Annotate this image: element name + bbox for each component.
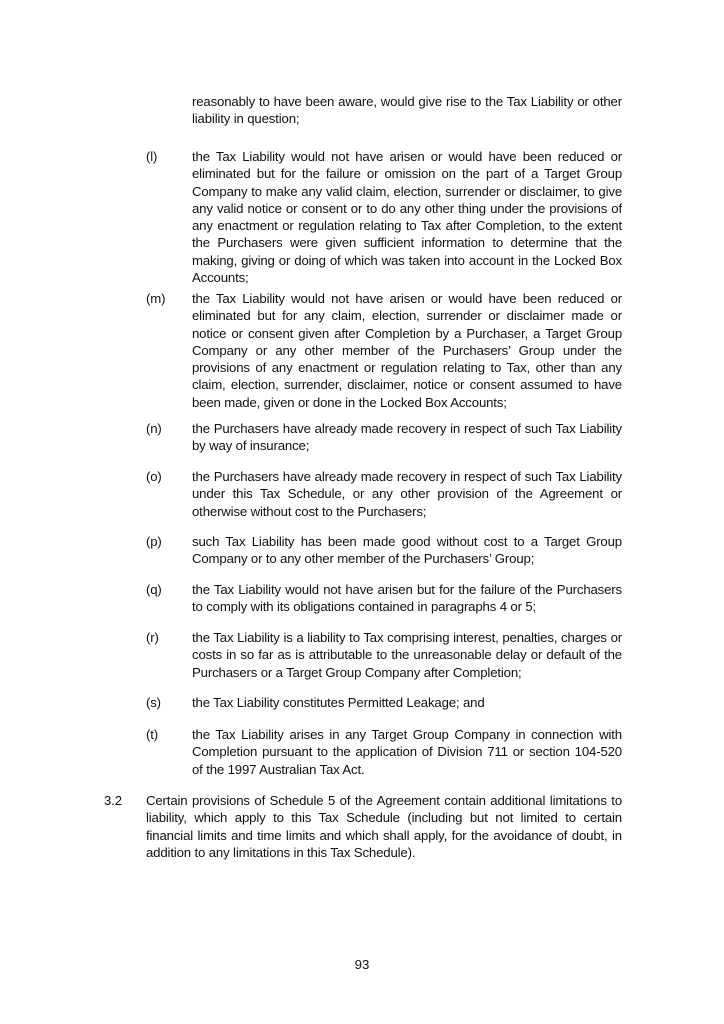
item-marker: (m): [146, 291, 166, 306]
item-marker: (r): [146, 630, 159, 645]
item-marker: (l): [146, 149, 158, 164]
item-marker: (o): [146, 469, 162, 484]
item-text: the Tax Liability constitutes Permitted Leakage; and: [192, 695, 485, 710]
section-number: 3.2: [104, 793, 122, 808]
item-text: the Tax Liability arises in any Target Group Company in connection with Completion pursuant to the application of Division 711 or section 104-520 of the 1997 Australian Tax Act.: [192, 727, 622, 777]
item-marker: (q): [146, 582, 162, 597]
item-text: the Purchasers have already made recovery in respect of such Tax Liability under this Tax Schedule, or any other provision of the Agreement or otherwise without cost to the Purchasers;: [192, 469, 622, 519]
item-text: the Tax Liability would not have arisen or would have been reduced or eliminated but for the failure or omission on the part of a Target Group Company to make any valid claim, election, surrender or disclaimer, to give any valid notice or consent or to do any other thing under the provisions of any enactment or regulation relating to Tax after Completion, to the extent the Purchasers were given sufficient information to determine that the making, giving or doing of which was taken into account in the Locked Box Accounts;: [192, 149, 622, 286]
item-text: the Tax Liability would not have arisen or would have been reduced or eliminated but for any claim, election, surrender or disclaimer made or notice or consent given after Completion by a Purchaser, a Target Group Company or any other member of the Purchasers’ Group under the provisions of any enactment or regulation relating to Tax, other than any claim, election, surrender, disclaimer, notice or consent assumed to have been made, given or done in the Locked Box Accounts;: [192, 291, 622, 410]
item-text: such Tax Liability has been made good without cost to a Target Group Company or to any other member of the Purchasers’ Group;: [192, 534, 622, 567]
item-marker: (n): [146, 421, 162, 436]
item-marker: (s): [146, 695, 161, 710]
item-marker: (t): [146, 727, 158, 742]
item-text: the Tax Liability would not have arisen but for the failure of the Purchasers to comply with its obligations contained in paragraphs 4 or 5;: [192, 582, 622, 615]
continuation-text: reasonably to have been aware, would give rise to the Tax Liability or other liability in question;: [192, 94, 622, 127]
item-text: the Purchasers have already made recovery in respect of such Tax Liability by way of insurance;: [192, 421, 622, 454]
item-text: the Tax Liability is a liability to Tax comprising interest, penalties, charges or costs in so far as is attributable to the unreasonable delay or default of the Purchasers or a Target Group Company after Completion;: [192, 630, 622, 680]
section-text: Certain provisions of Schedule 5 of the Agreement contain additional limitations to liability, which apply to this Tax Schedule (including but not limited to certain financial limits and time limits and which shall apply, for the avoidance of doubt, in addition to any limitations in this Tax Schedule).: [146, 793, 622, 860]
item-marker: (p): [146, 534, 162, 549]
page-number: 93: [354, 957, 370, 972]
